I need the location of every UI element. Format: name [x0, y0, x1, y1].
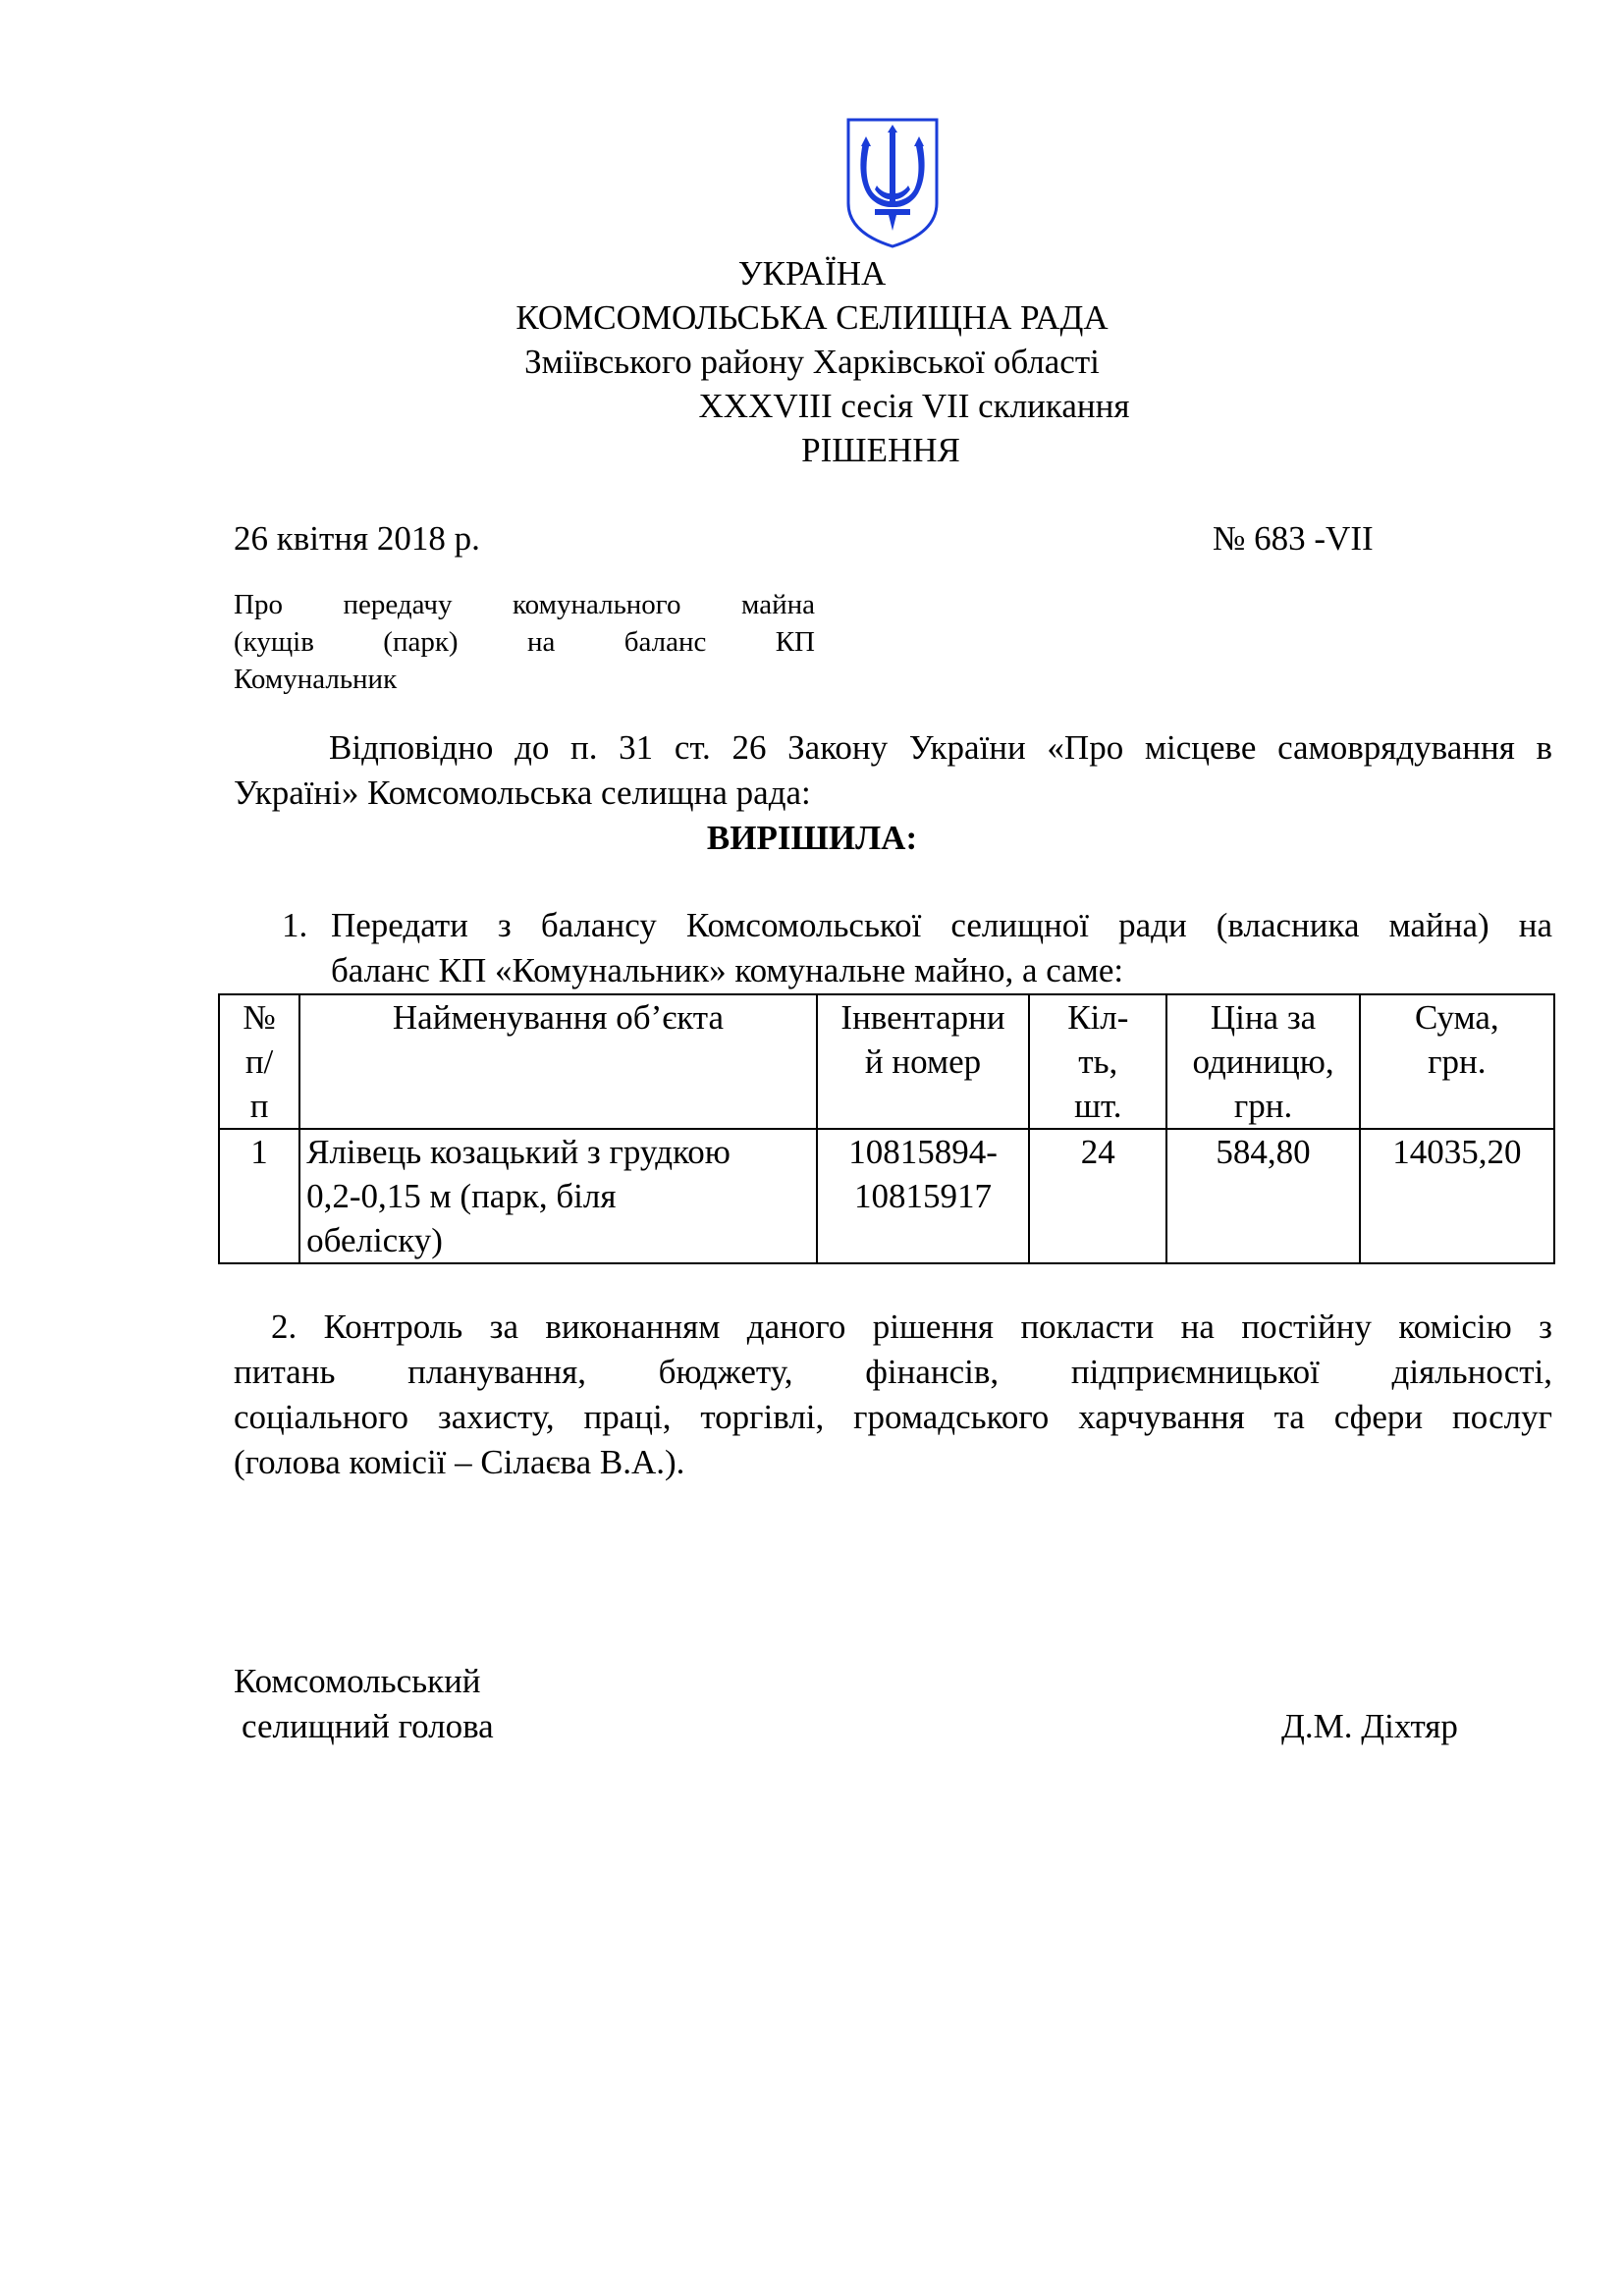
signer-title: Комсомольський — [234, 1662, 481, 1700]
signer-name: Д.М. Діхтяр — [1281, 1707, 1458, 1745]
item-line: (голова комісії – Сілаєва В.А.). — [234, 1443, 685, 1481]
subject-line: (кущів (парк) на баланс КП — [234, 626, 815, 658]
header-cell-quantity: Кіл- ть, шт. — [1029, 994, 1166, 1129]
header-cell-sum: Сума, грн. — [1360, 994, 1554, 1129]
resolved-heading: ВИРІШИЛА: — [706, 819, 918, 857]
header-cell-inventory: Інвентарни й номер — [817, 994, 1029, 1129]
preamble-line: Відповідно до п. 31 ст. 26 Закону України «Про місцеве самоврядування в — [329, 728, 1552, 767]
cell-sum: 14035,20 — [1360, 1129, 1554, 1263]
cell-price: 584,80 — [1166, 1129, 1359, 1263]
item-number: 1. — [282, 906, 308, 944]
cell-inventory: 10815894- 10815917 — [817, 1129, 1029, 1263]
item-line: баланс КП «Комунальник» комунальне майно, а саме: — [331, 951, 1124, 989]
cell-name: Ялівець козацький з грудкою 0,2-0,15 м (парк, біля обеліску) — [299, 1129, 817, 1263]
header-district: Зміївського району Харківської області — [524, 343, 1100, 381]
header-cell-price: Ціна за одиницю, грн. — [1166, 994, 1359, 1129]
header-cell-name: Найменування об’єкта — [299, 994, 817, 1129]
item-line: соціального захисту, праці, торгівлі, громадського харчування та сфери послуг — [234, 1398, 1552, 1436]
item-line: Передати з балансу Комсомольської селищної ради (власника майна) на — [331, 906, 1552, 944]
subject-line: Комунальник — [234, 664, 398, 695]
table-row — [219, 1129, 1554, 1263]
header-session: XXXVIII сесія VII скликання — [698, 387, 1130, 425]
decision-date: 26 квітня 2018 р. — [234, 519, 480, 558]
header-country: УКРАЇНА — [737, 254, 887, 293]
preamble — [234, 725, 1552, 816]
decision-item-2 — [234, 1305, 1552, 1485]
signer-title: селищний голова — [242, 1707, 494, 1745]
header-cell-number: № п/ п — [219, 994, 299, 1129]
cell-quantity: 24 — [1029, 1129, 1166, 1263]
header-council: КОМСОМОЛЬСЬКА СЕЛИЩНА РАДА — [515, 298, 1109, 337]
item-line: 2. Контроль за виконанням даного рішення покласти на постійну комісію з — [271, 1308, 1552, 1346]
preamble-line: Україні» Комсомольська селищна рада: — [234, 774, 811, 812]
decision-number: № 683 -VII — [1213, 519, 1374, 558]
item-line: питань планування, бюджету, фінансів, підприємницької діяльності, — [234, 1353, 1552, 1391]
trident-coat-of-arms-icon — [845, 117, 940, 249]
table-header-row — [219, 994, 1554, 1129]
header-doc-type: РІШЕННЯ — [801, 431, 960, 469]
decision-subject — [234, 586, 815, 698]
cell-number: 1 — [219, 1129, 299, 1263]
property-table — [218, 993, 1555, 1264]
subject-line: Про передачу комунального майна — [234, 589, 815, 620]
